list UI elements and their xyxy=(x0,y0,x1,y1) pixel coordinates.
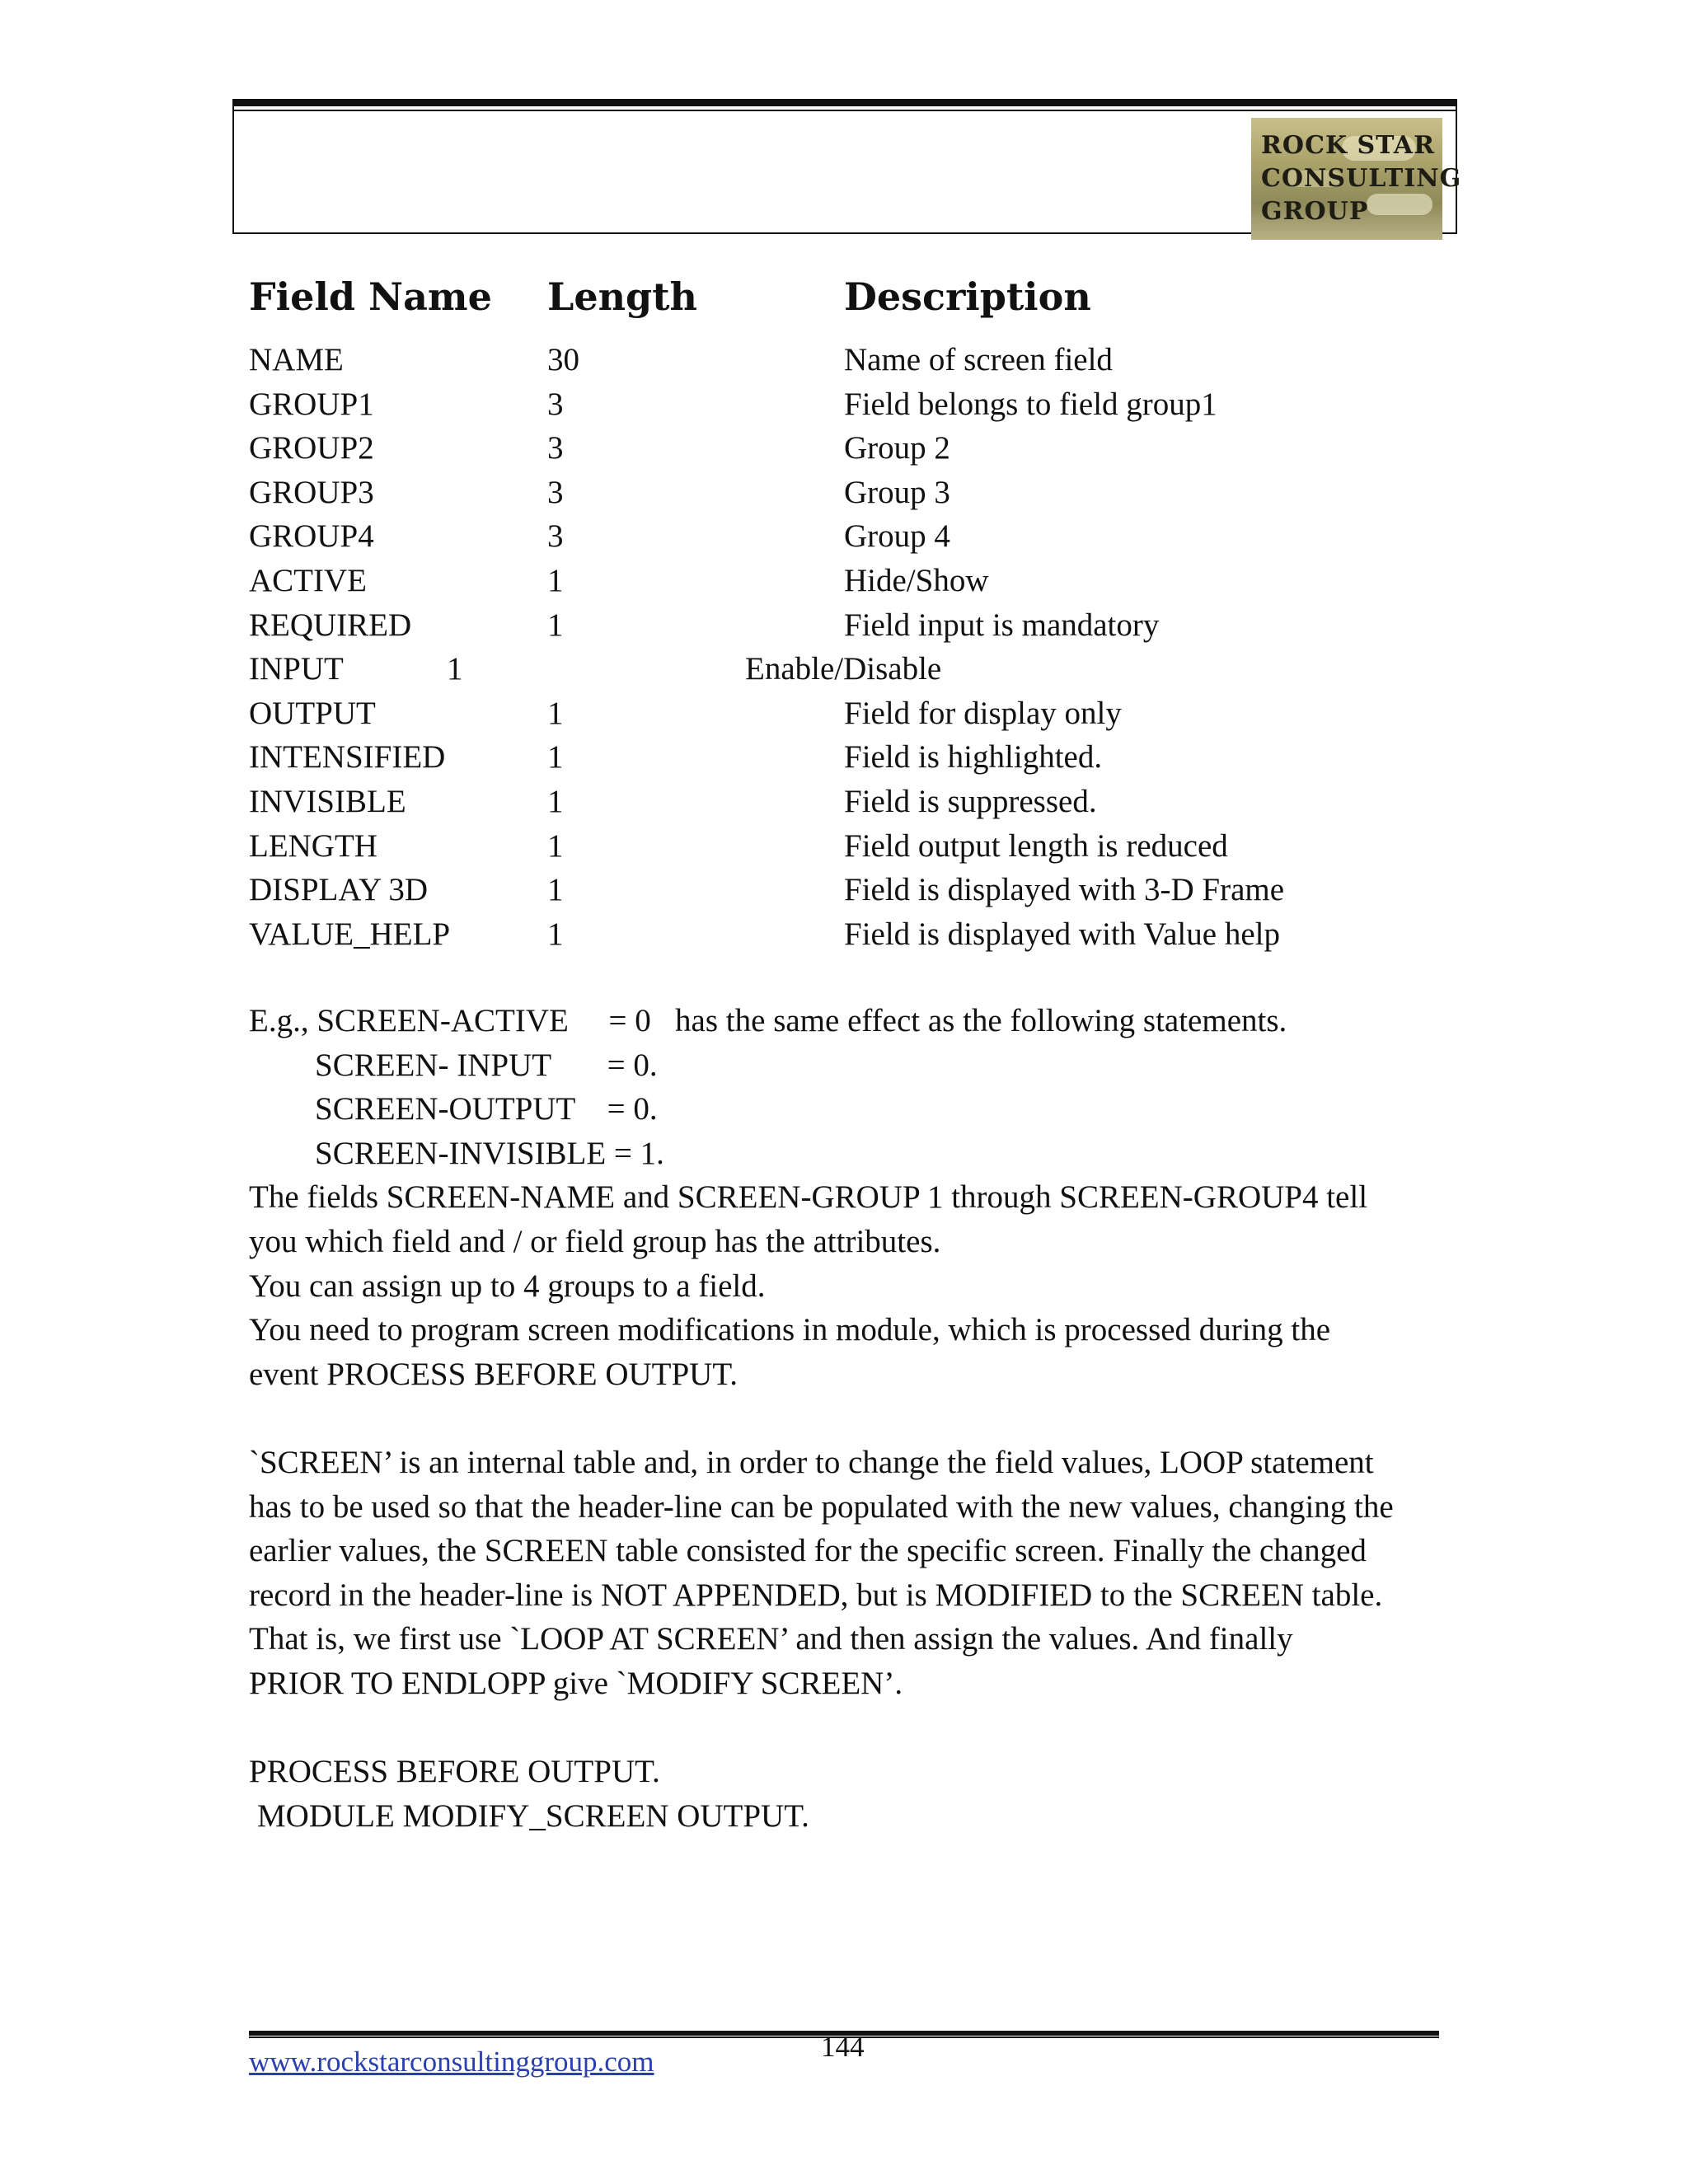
cell-description: Field is displayed with Value help xyxy=(844,916,1280,952)
table-row xyxy=(0,912,1688,957)
company-logo xyxy=(1251,118,1462,240)
table-row xyxy=(0,426,1688,471)
page-number: 144 xyxy=(821,2031,865,2063)
cell-field-name: INPUT xyxy=(249,651,344,687)
logo-line-1: ROCK STAR xyxy=(1261,131,1436,160)
paragraph-line: That is, we first use `LOOP AT SCREEN’ and then assign the values. And finally xyxy=(249,1621,1293,1657)
code-line: MODULE MODIFY_SCREEN OUTPUT. xyxy=(257,1797,809,1834)
paragraph-line: event PROCESS BEFORE OUTPUT. xyxy=(249,1356,738,1392)
cell-length: 3 xyxy=(547,474,564,510)
cell-field-name: OUTPUT xyxy=(249,695,376,731)
paragraph-gap xyxy=(249,1396,1452,1441)
table-row xyxy=(0,471,1688,515)
paragraph-gap xyxy=(249,1706,1452,1750)
logo-line-2: CONSULTING xyxy=(1261,164,1462,193)
cell-field-name: INVISIBLE xyxy=(249,783,406,819)
cell-field-name: GROUP3 xyxy=(249,474,374,510)
header-field-name: Field Name xyxy=(249,274,492,319)
table-row xyxy=(0,868,1688,912)
cell-field-name: INTENSIFIED xyxy=(249,739,446,776)
cell-description: Group 2 xyxy=(844,430,950,466)
cell-length: 3 xyxy=(547,386,564,422)
logo-line-3: GROUP xyxy=(1261,197,1369,226)
cell-description: Enable/Disable xyxy=(745,651,942,687)
body-text xyxy=(249,999,1452,1838)
cell-field-name: GROUP4 xyxy=(249,518,374,555)
paragraph-line: PRIOR TO ENDLOPP give `MODIFY SCREEN’. xyxy=(249,1665,903,1701)
cell-length: 1 xyxy=(547,872,564,908)
table-row xyxy=(0,780,1688,824)
header-length: Length xyxy=(547,274,697,319)
paragraph-line: has to be used so that the header-line can be populated with the new values, changing the xyxy=(249,1488,1394,1525)
example-line: SCREEN-INVISIBLE = 1. xyxy=(315,1135,664,1171)
cell-description: Field is displayed with 3-D Frame xyxy=(844,872,1285,908)
cell-field-name: LENGTH xyxy=(249,827,377,864)
paragraph-line: The fields SCREEN-NAME and SCREEN-GROUP 1 through SCREEN-GROUP4 tell xyxy=(249,1179,1368,1216)
table-row xyxy=(0,514,1688,559)
example-intro: E.g., SCREEN-ACTIVE = 0 has the same effect as the following statements. xyxy=(249,1003,1287,1038)
page-header xyxy=(232,99,1462,234)
cell-length: 1 xyxy=(447,651,463,687)
cell-field-name: NAME xyxy=(249,342,344,377)
paragraph-line: record in the header-line is NOT APPENDED, but is MODIFIED to the SCREEN table. xyxy=(249,1577,1383,1613)
cell-description: Group 3 xyxy=(844,474,950,510)
table-row xyxy=(0,603,1688,648)
cell-field-name: REQUIRED xyxy=(249,607,412,643)
cell-length: 30 xyxy=(547,342,579,377)
paragraph-line: you which field and / or field group has the attributes. xyxy=(249,1223,941,1259)
paragraph-line: `SCREEN’ is an internal table and, in order to change the field values, LOOP statement xyxy=(249,1444,1374,1480)
cell-length: 1 xyxy=(547,783,564,819)
cell-description: Field output length is reduced xyxy=(844,827,1228,864)
code-line: PROCESS BEFORE OUTPUT. xyxy=(249,1754,660,1790)
table-row xyxy=(0,691,1688,736)
paragraph-line: You can assign up to 4 groups to a field. xyxy=(249,1268,766,1304)
cell-description: Name of screen field xyxy=(844,342,1113,377)
cell-length: 1 xyxy=(547,827,564,864)
table-row xyxy=(0,735,1688,780)
cell-length: 3 xyxy=(547,430,564,466)
cell-description: Field is highlighted. xyxy=(844,739,1103,776)
cell-description: Field belongs to field group1 xyxy=(844,386,1217,422)
table-row xyxy=(0,338,1688,382)
example-line: SCREEN- INPUT = 0. xyxy=(315,1047,658,1083)
cell-description: Hide/Show xyxy=(844,562,989,598)
cell-length: 1 xyxy=(547,916,564,952)
example-line: SCREEN-OUTPUT = 0. xyxy=(315,1091,658,1127)
paragraph-line: earlier values, the SCREEN table consisted for the specific screen. Finally the changed xyxy=(249,1533,1367,1569)
cell-field-name: VALUE_HELP xyxy=(249,916,451,952)
cell-description: Field for display only xyxy=(844,695,1122,731)
table-row xyxy=(0,559,1688,603)
cell-description: Field input is mandatory xyxy=(844,607,1160,643)
cell-length: 1 xyxy=(547,739,564,776)
cell-field-name: DISPLAY 3D xyxy=(249,872,429,908)
table-row xyxy=(0,382,1688,427)
cell-length: 1 xyxy=(547,607,564,643)
cell-description: Group 4 xyxy=(844,518,950,555)
paragraph-line: You need to program screen modifications in module, which is processed during the xyxy=(249,1312,1331,1348)
cell-description: Field is suppressed. xyxy=(844,783,1097,819)
header-description: Description xyxy=(844,274,1091,319)
table-row xyxy=(0,824,1688,869)
cell-length: 1 xyxy=(547,695,564,731)
cell-field-name: GROUP2 xyxy=(249,430,374,466)
cell-field-name: ACTIVE xyxy=(249,562,367,598)
website-link[interactable]: www.rockstarconsultinggroup.com xyxy=(249,2046,654,2078)
cell-field-name: GROUP1 xyxy=(249,386,374,422)
field-table xyxy=(0,338,1688,956)
cell-length: 3 xyxy=(547,518,564,555)
cell-length: 1 xyxy=(547,562,564,598)
table-row xyxy=(0,647,1688,691)
